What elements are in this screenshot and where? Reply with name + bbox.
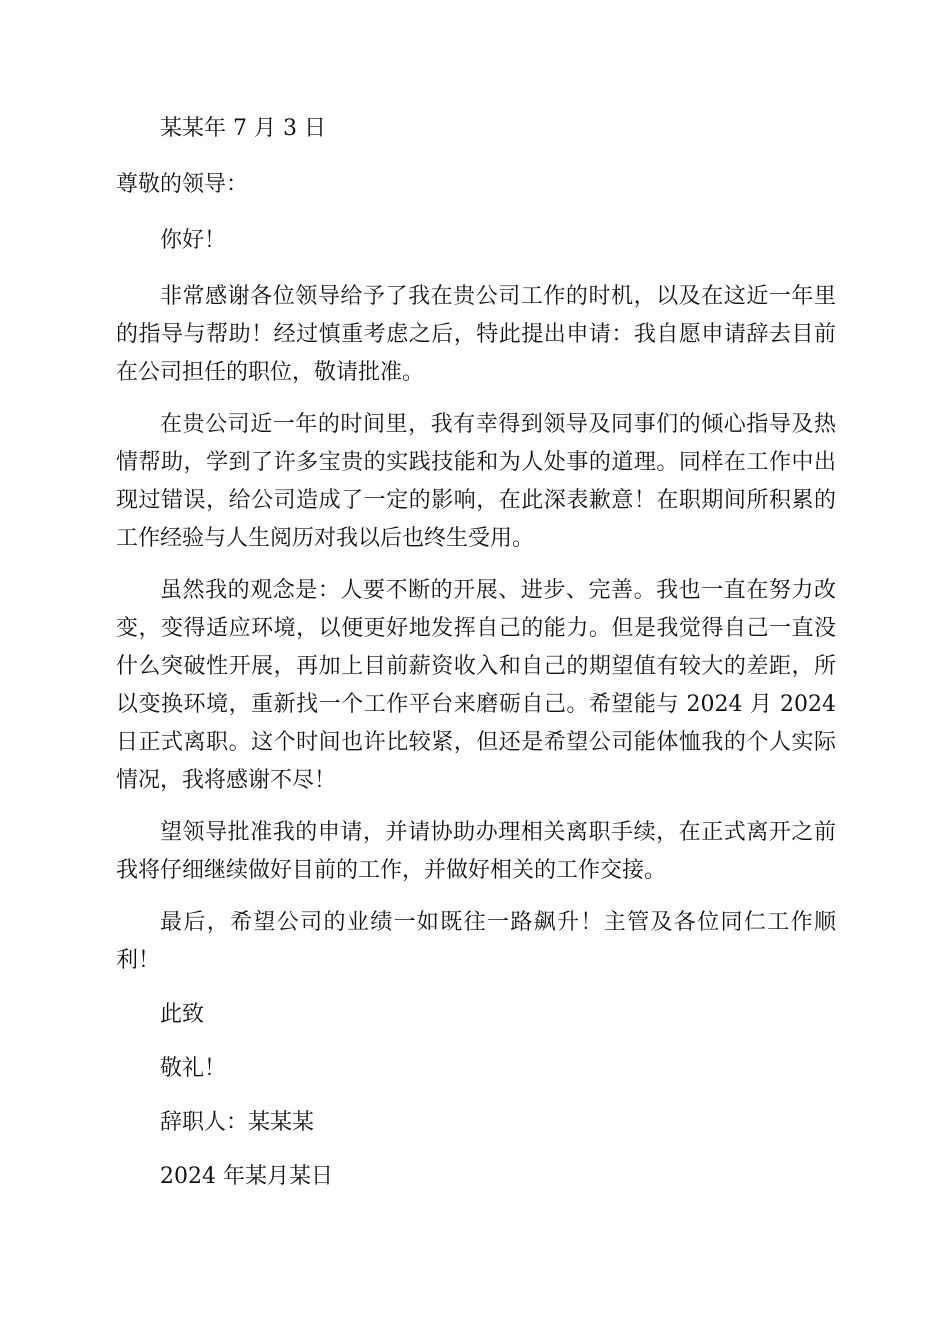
letter-paragraph-2: 在贵公司近一年的时间里，我有幸得到领导及同事们的倾心指导及热情帮助，学到了许多宝贵的实践技能和为人处事的道理。同样在工作中出现过错误，给公司造成了一定的影响，在此深表歉意！在职期间所积累的工作经验与人生阅历对我以后也终生受用。 [116, 412, 836, 551]
letter-closing-1: 此致 [160, 1002, 205, 1027]
resignation-letter [116, 110, 836, 1196]
letter-bottom-date: 2024 年某月某日 [160, 1164, 333, 1189]
letter-greeting: 你好！ [160, 228, 227, 253]
letter-closing-2: 敬礼！ [160, 1056, 227, 1081]
letter-paragraph-1: 非常感谢各位领导给予了我在贵公司工作的时机，以及在这近一年里的指导与帮助！经过慎重考虑之后，特此提出申请：我自愿申请辞去目前在公司担任的职位，敬请批准。 [116, 284, 836, 385]
letter-salutation: 尊敬的领导： [116, 172, 249, 197]
letter-paragraph-3: 虽然我的观念是：人要不断的开展、进步、完善。我也一直在努力改变，变得适应环境，以便更好地发挥自己的能力。但是我觉得自己一直没什么突破性开展，再加上目前薪资收入和自己的期望值有较大的差距，所以变换环境，重新找一个工作平台来磨砺自己。希望能与 2024 月 2024 日正式离职。这个时间也许比较紧，但还是希望公司能体恤我的个人实际情况，我将感谢不尽！ [116, 578, 836, 793]
letter-signer: 辞职人：某某某 [160, 1110, 315, 1135]
letter-paragraph-5: 最后，希望公司的业绩一如既往一路飙升！主管及各位同仁工作顺利！ [116, 910, 836, 973]
letter-paragraph-4: 望领导批准我的申请，并请协助办理相关离职手续，在正式离开之前我将仔细继续做好目前的工作，并做好相关的工作交接。 [116, 820, 836, 883]
letter-top-date: 某某年 7 月 3 日 [160, 116, 326, 141]
